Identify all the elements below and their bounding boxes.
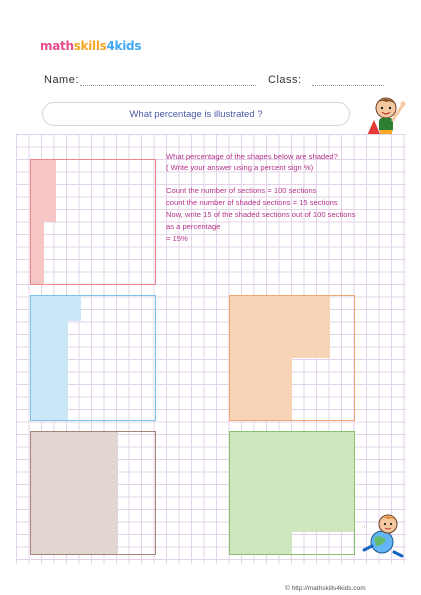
- name-field[interactable]: [80, 85, 256, 86]
- site-logo: mathskills4kids: [40, 39, 142, 53]
- instruction-answer: = 15%: [166, 234, 188, 243]
- instruction-step-2: count the number of shaded sections = 15 sections: [166, 198, 338, 207]
- footer-copyright: © http://mathskills4kids.com: [285, 585, 366, 592]
- svg-text:·:: ·:: [362, 524, 366, 530]
- instruction-step-4: as a percentage: [166, 222, 221, 231]
- class-label: Class:: [268, 74, 302, 86]
- shaded-area-orange: [230, 358, 292, 420]
- shaded-area-orange: [230, 296, 330, 358]
- name-label: Name:: [44, 74, 79, 86]
- instruction-question: What percentage of the shapes below are shaded?: [166, 152, 338, 161]
- boy-with-globe-illustration: [358, 510, 408, 562]
- shaded-area-green: [230, 532, 292, 554]
- shaded-area-brown: [31, 432, 118, 554]
- instruction-step-1: Count the number of sections = 100 sections: [166, 186, 317, 195]
- shape-brown: [30, 431, 156, 555]
- shaded-area-red: [31, 222, 44, 284]
- worksheet-title: What percentage is illustrated ?: [42, 102, 350, 126]
- shaded-area-red: [31, 160, 56, 222]
- class-field[interactable]: [312, 85, 384, 86]
- shape-green: [229, 431, 355, 555]
- shaded-area-blue: [31, 296, 81, 321]
- shape-blue: [30, 295, 156, 421]
- shaded-area-green: [230, 432, 354, 532]
- shape-orange: [229, 295, 355, 421]
- instruction-step-3: Now, write 15 of the shaded sections out of 100 sections: [166, 210, 356, 219]
- instruction-note: ( Write your answer using a percent sign %): [166, 163, 314, 172]
- shape-red: [30, 159, 156, 285]
- shaded-area-blue: [31, 321, 68, 420]
